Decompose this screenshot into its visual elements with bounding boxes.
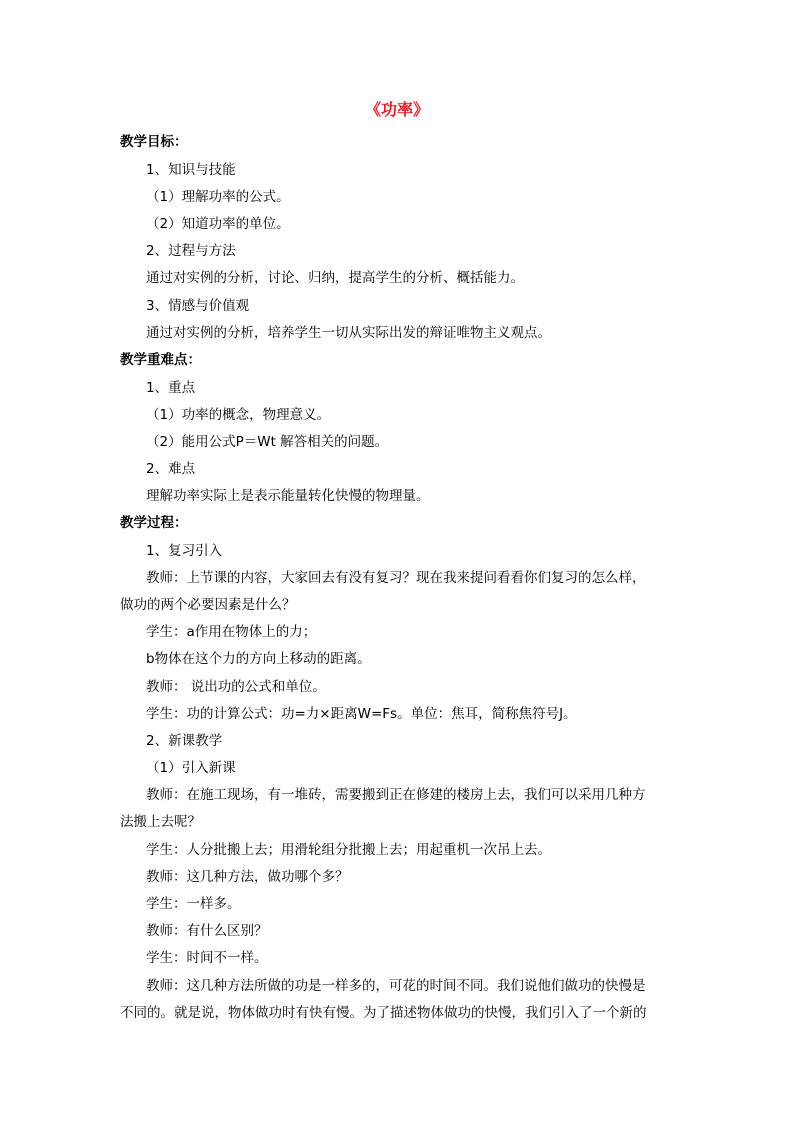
text-line: （1）理解功率的公式。 <box>146 189 290 205</box>
text-line: （1）引入新课 <box>146 760 236 776</box>
text-line: 不同的。就是说，物体做功时有快有慢。为了描述物体做功的快慢，我们引入了一个新的 <box>120 1005 647 1021</box>
text-line: 理解功率实际上是表示能量转化快慢的物理量。 <box>146 488 430 504</box>
text-line: 2、过程与方法 <box>146 243 236 259</box>
text-line: 做功的两个必要因素是什么？ <box>120 597 296 613</box>
text-line: 学生：功的计算公式：功=力×距离W=Fs。单位：焦耳，简称焦符号J。 <box>146 706 577 722</box>
text-line: （2）能用公式P＝Wt 解答相关的问题。 <box>146 434 389 450</box>
text-line: 教师： 说出功的公式和单位。 <box>146 679 326 695</box>
heading-key-points: 教学重难点： <box>120 352 201 368</box>
text-line: 教师：上节课的内容，大家回去有没有复习？现在我来提问看看你们复习的怎么样， <box>146 570 646 586</box>
text-line: 法搬上去呢？ <box>120 814 201 830</box>
text-line: 通过对实例的分析，培养学生一切从实际出发的辩证唯物主义观点。 <box>146 325 551 341</box>
text-line: 教师：有什么区别？ <box>146 923 268 939</box>
text-line: 3、情感与价值观 <box>146 298 250 314</box>
text-line: 教师：这几种方法，做功哪个多？ <box>146 869 349 885</box>
text-line: 教师：在施工现场，有一堆砖，需要搬到正在修建的楼房上去，我们可以采用几种方 <box>146 787 646 803</box>
text-line: 学生：一样多。 <box>146 896 241 912</box>
text-line: 学生：a作用在物体上的力； <box>146 624 317 640</box>
heading-teaching-goals: 教学目标： <box>120 134 188 150</box>
text-line: 学生：时间不一样。 <box>146 950 268 966</box>
text-line: 2、新课教学 <box>146 733 223 749</box>
text-line: b物体在这个力的方向上移动的距离。 <box>146 651 371 667</box>
text-line: 2、难点 <box>146 461 196 477</box>
document-title: 《功率》 <box>364 100 429 119</box>
text-line: 1、重点 <box>146 380 196 396</box>
text-line: 1、知识与技能 <box>146 162 236 178</box>
text-line: （2）知道功率的单位。 <box>146 216 290 232</box>
text-line: 1、复习引入 <box>146 543 223 559</box>
text-line: （1）功率的概念，物理意义。 <box>146 407 331 423</box>
text-line: 学生：人分批搬上去；用滑轮组分批搬上去；用起重机一次吊上去。 <box>146 842 551 858</box>
text-line: 通过对实例的分析，讨论、归纳，提高学生的分析、概括能力。 <box>146 270 524 286</box>
text-line: 教师：这几种方法所做的功是一样多的，可花的时间不同。我们说他们做功的快慢是 <box>146 978 646 994</box>
heading-teaching-process: 教学过程： <box>120 515 188 531</box>
